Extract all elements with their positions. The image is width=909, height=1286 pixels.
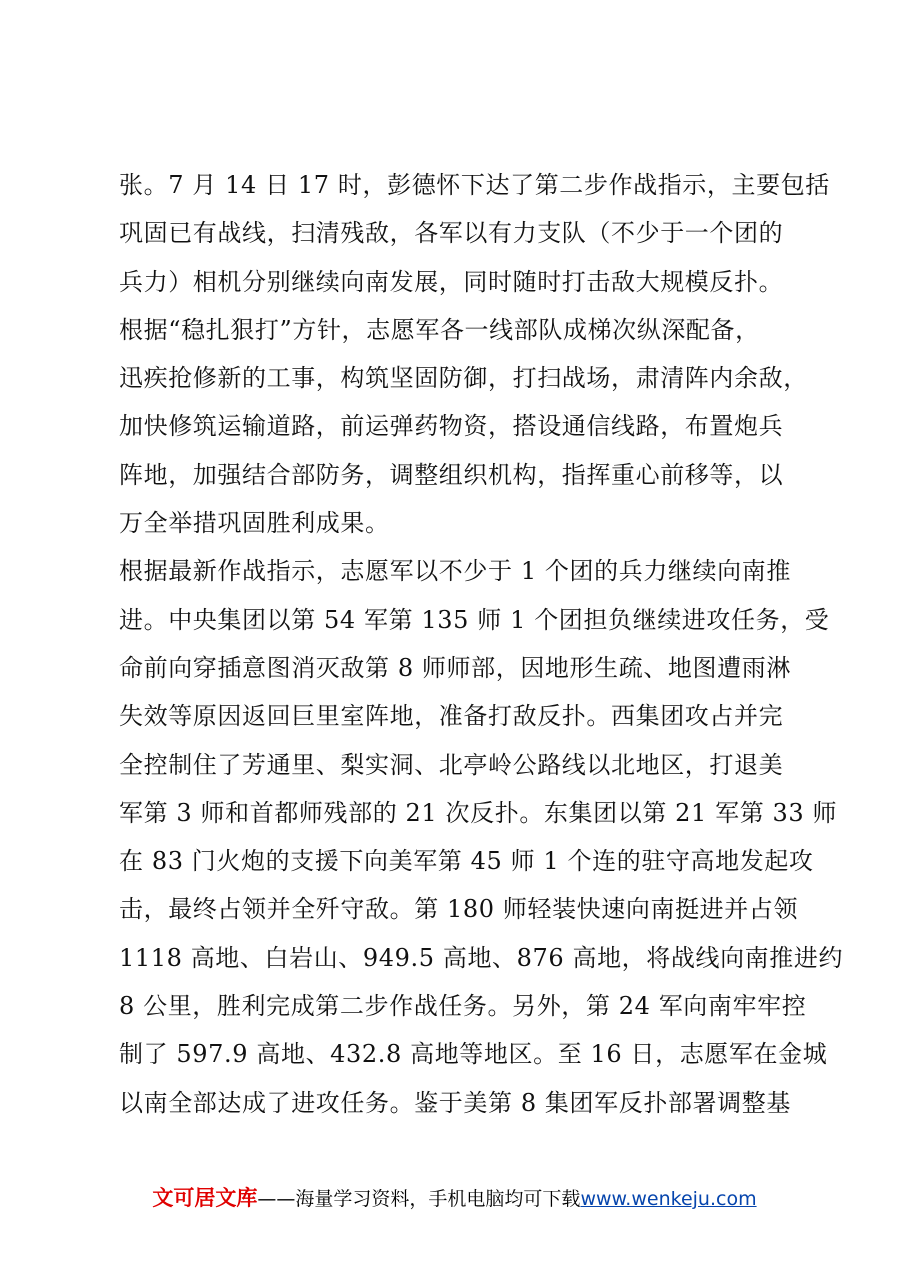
body-line-1: 张。7 月 14 日 17 时，彭德怀下达了第二步作战指示，主要包括 xyxy=(119,171,830,199)
page-footer xyxy=(0,1182,909,1212)
body-line-3: 兵力）相机分别继续向南发展，同时随时打击敌大规模反扑。 xyxy=(119,267,784,296)
body-line-4: 根据“稳扎狠打”方针，志愿军各一线部队成梯次纵深配备， xyxy=(119,315,760,344)
body-line-11: 命前向穿插意图消灭敌第 8 师师部，因地形生疏、地图遭雨淋 xyxy=(119,653,791,682)
footer-tagline: ——海量学习资料，手机电脑均可下载 xyxy=(257,1188,581,1210)
body-line-15: 在 83 门火炮的支援下向美军第 45 师 1 个连的驻守高地发起攻 xyxy=(119,847,814,876)
body-line-6: 加快修筑运输道路，前运弹药物资，搭设通信线路，布置炮兵 xyxy=(119,412,784,441)
body-line-19: 制了 597.9 高地、432.8 高地等地区。至 16 日，志愿军在金城 xyxy=(119,1040,828,1069)
body-line-12: 失效等原因返回巨里室阵地，准备打敌反扑。西集团攻占并完 xyxy=(119,702,784,731)
body-line-2: 巩固已有战线，扫清残敌，各军以有力支队（不少于一个团的 xyxy=(119,219,784,248)
footer-brand: 文可居文库 xyxy=(152,1186,258,1210)
body-line-16: 击，最终占领并全歼守敌。第 180 师轻装快速向南挺进并占领 xyxy=(119,895,799,924)
body-line-20: 以南全部达成了进攻任务。鉴于美第 8 集团军反扑部署调整基 xyxy=(119,1088,791,1117)
body-line-8: 万全举措巩固胜利成果。 xyxy=(119,509,390,538)
body-line-18: 8 公里，胜利完成第二步作战任务。另外，第 24 军向南牢牢控 xyxy=(119,992,807,1021)
body-line-10: 进。中央集团以第 54 军第 135 师 1 个团担负继续进攻任务，受 xyxy=(119,605,830,634)
body-line-9: 根据最新作战指示，志愿军以不少于 1 个团的兵力继续向南推 xyxy=(119,557,791,586)
footer-website-link[interactable]: www.wenkeju.com xyxy=(580,1188,757,1210)
body-line-17: 1118 高地、白岩山、949.5 高地、876 高地，将战线向南推进约 xyxy=(119,943,844,972)
body-line-5: 迅疾抢修新的工事，构筑坚固防御，打扫战场，肃清阵内余敌， xyxy=(119,364,808,393)
body-line-13: 全控制住了芳通里、梨实洞、北亭岭公路线以北地区，打退美 xyxy=(119,750,784,779)
body-line-14: 军第 3 师和首都师残部的 21 次反扑。东集团以第 21 军第 33 师 xyxy=(119,798,838,827)
body-line-7: 阵地，加强结合部防务，调整组织机构，指挥重心前移等，以 xyxy=(119,460,784,489)
document-body xyxy=(119,161,844,1127)
